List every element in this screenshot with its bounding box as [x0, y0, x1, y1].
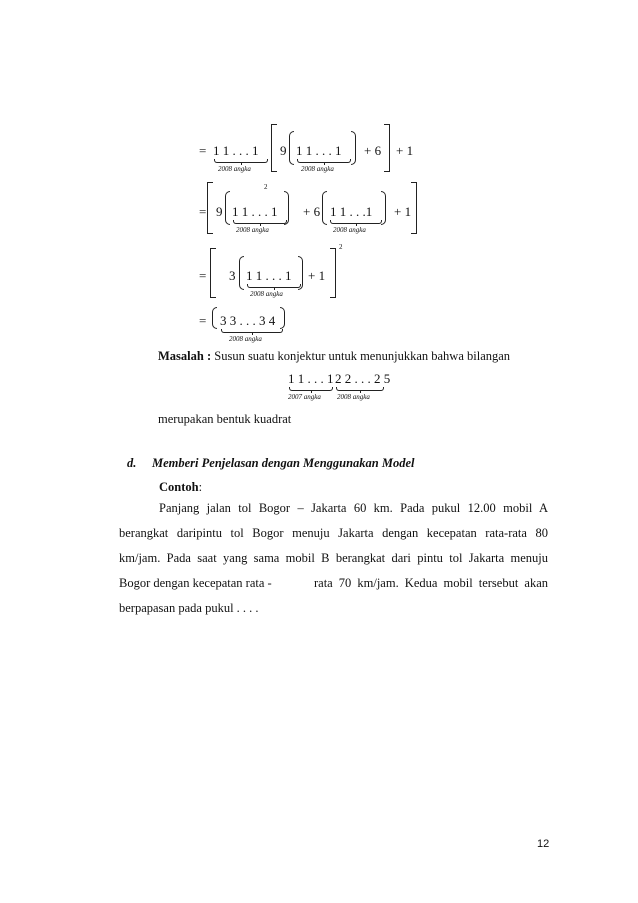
example-label-text: Contoh	[159, 480, 199, 494]
repunit: 1 1 . . .1	[330, 204, 373, 219]
brace-label: 2007 angka	[288, 393, 321, 401]
equals-sign: =	[199, 204, 207, 219]
plus-term: + 1	[394, 204, 412, 219]
plus-term: + 1	[396, 143, 414, 158]
coefficient: 3	[229, 268, 236, 283]
brace-label: 2008 angka	[229, 335, 262, 343]
brace-label: 2008 angka	[236, 226, 269, 234]
equals-sign: =	[199, 313, 207, 328]
left-paren	[289, 131, 294, 165]
underbrace	[221, 329, 283, 333]
repunit: 1 1 . . . 1	[232, 204, 278, 219]
plus-term: + 1	[308, 268, 326, 283]
exponent: 2	[339, 243, 343, 251]
number-part-twos: 2 2 . . . 2 5	[335, 371, 391, 386]
left-bracket	[207, 182, 213, 234]
paragraph-line: berangkat daripintu tol Bogor menuju Jakarta dengan kecepatan rata-rata 80	[119, 526, 548, 540]
problem-label: Masalah :	[158, 349, 212, 363]
number-part-ones: 1 1 . . . 1	[288, 371, 334, 386]
repunit: 1 1 . . . 1	[246, 268, 292, 283]
problem-statement	[158, 343, 538, 370]
right-bracket	[411, 182, 417, 234]
paragraph-line: Bogor dengan kecepatan rata -	[119, 576, 272, 590]
right-paren	[280, 307, 285, 329]
right-bracket	[330, 248, 336, 298]
repunit: 1 1 . . . 1	[213, 143, 259, 158]
underbrace	[214, 159, 268, 163]
plus-term: + 6	[364, 143, 382, 158]
problem-text: Susun suatu konjektur untuk menunjukkan bahwa bilangan	[214, 349, 511, 363]
brace-label: 2008 angka	[250, 290, 283, 298]
brace-label: 2008 angka	[337, 393, 370, 401]
section-heading	[127, 450, 415, 477]
right-paren	[284, 191, 289, 225]
right-bracket	[384, 124, 390, 172]
equals-sign: =	[199, 268, 207, 283]
left-paren	[239, 256, 244, 290]
coefficient: 9	[280, 143, 287, 158]
coefficient: 9	[216, 204, 223, 219]
problem-closing: merupakan bentuk kuadrat	[158, 412, 292, 426]
right-paren	[351, 131, 356, 165]
plus-term: + 6	[303, 204, 321, 219]
left-paren	[225, 191, 230, 225]
repunit: 1 1 . . . 1	[296, 143, 342, 158]
paragraph-line: berpapasan pada pukul . . . .	[119, 601, 259, 615]
equals-sign: =	[199, 143, 207, 158]
brace-label: 2008 angka	[218, 165, 251, 173]
page-number: 12	[537, 838, 550, 850]
brace-label: 2008 angka	[301, 165, 334, 173]
underbrace	[330, 220, 382, 224]
left-bracket	[271, 124, 277, 172]
right-paren	[381, 191, 386, 225]
paragraph-line: Panjang jalan tol Bogor – Jakarta 60 km. Pada pukul 12.00 mobil A	[159, 501, 548, 515]
underbrace	[336, 387, 384, 391]
section-label: d.	[127, 456, 137, 470]
left-paren	[212, 307, 217, 329]
underbrace	[297, 159, 351, 163]
right-paren	[298, 256, 303, 290]
underbrace	[289, 387, 333, 391]
left-paren	[322, 191, 327, 225]
paragraph-line: km/jam. Pada saat yang sama mobil B berangkat dari pintu tol Jakarta menuju	[119, 551, 548, 565]
paragraph-line: rata 70 km/jam. Kedua mobil tersebut akan	[314, 576, 548, 590]
exponent: 2	[264, 183, 268, 191]
result-number: 3 3 . . . 3 4	[220, 313, 276, 328]
section-title: Memberi Penjelasan dengan Menggunakan Model	[152, 456, 415, 470]
underbrace	[247, 284, 301, 288]
example-label-colon: :	[198, 480, 203, 494]
left-bracket	[210, 248, 216, 298]
brace-label: 2008 angka	[333, 226, 366, 234]
underbrace	[233, 220, 287, 224]
